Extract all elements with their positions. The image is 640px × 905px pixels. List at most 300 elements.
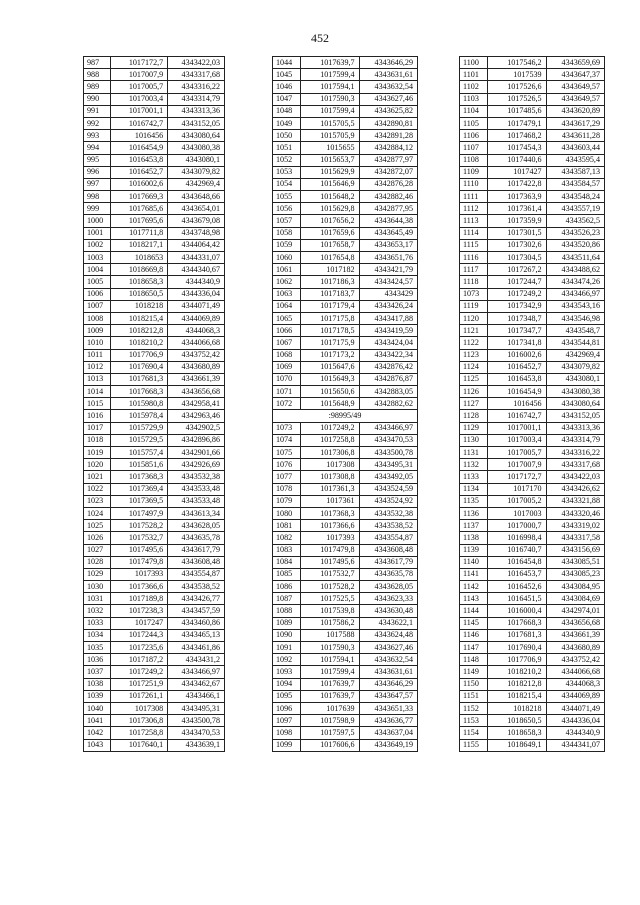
point-number-cell: 1017 — [84, 422, 111, 434]
point-number-cell: 1043 — [84, 739, 111, 751]
x-coordinate-cell: 1017306,8 — [301, 447, 359, 459]
x-coordinate-cell: 1017366,6 — [111, 581, 168, 593]
y-coordinate-cell: 4344341,07 — [546, 739, 604, 751]
x-coordinate-cell: 1018658,3 — [111, 276, 168, 288]
x-coordinate-cell: 1017251,9 — [111, 678, 168, 690]
table-row — [460, 386, 605, 398]
table-row — [273, 629, 418, 641]
x-coordinate-cell: 1017690,4 — [111, 361, 168, 373]
point-number-cell: 1103 — [460, 93, 488, 105]
point-number-cell: 1114 — [460, 227, 488, 239]
x-coordinate-cell: 1017238,3 — [111, 605, 168, 617]
y-coordinate-cell: 4344340,9 — [546, 727, 604, 739]
point-number-cell: 1008 — [84, 312, 111, 324]
y-coordinate-cell: 4343466,97 — [168, 666, 225, 678]
point-number-cell: 1091 — [273, 642, 301, 654]
table-row — [84, 422, 225, 434]
y-coordinate-cell: 4343080,38 — [546, 386, 604, 398]
point-number-cell: 1001 — [84, 227, 111, 239]
point-number-cell: 1152 — [460, 702, 488, 714]
table-row — [273, 471, 418, 483]
y-coordinate-cell: 4343511,64 — [546, 252, 604, 264]
y-coordinate-cell: 4343562,5 — [546, 215, 604, 227]
x-coordinate-cell: 1017422,8 — [488, 178, 546, 190]
table-row — [273, 702, 418, 714]
y-coordinate-cell: 4343647,37 — [546, 69, 604, 81]
y-coordinate-cell: 4343422,03 — [546, 471, 604, 483]
point-number-cell: 1133 — [460, 471, 488, 483]
x-coordinate-cell: 1017539,8 — [301, 605, 359, 617]
table-row — [460, 203, 605, 215]
table-row — [84, 312, 225, 324]
point-number-cell: 1020 — [84, 459, 111, 471]
table-row — [84, 227, 225, 239]
x-coordinate-cell: 1017304,5 — [488, 252, 546, 264]
table-row — [460, 495, 605, 507]
x-coordinate-cell: 1017267,2 — [488, 264, 546, 276]
x-coordinate-cell: 1017586,2 — [301, 617, 359, 629]
table-row — [84, 642, 225, 654]
x-coordinate-cell: 1016453,8 — [488, 373, 546, 385]
table-row — [273, 678, 418, 690]
table-row — [273, 215, 418, 227]
point-number-cell: 1150 — [460, 678, 488, 690]
y-coordinate-cell: 4343080,64 — [546, 398, 604, 410]
table-row — [273, 227, 418, 239]
x-coordinate-cell: 1017007,9 — [488, 459, 546, 471]
table-row — [273, 654, 418, 666]
x-coordinate-cell: 1015705,9 — [301, 130, 359, 142]
table-row — [84, 239, 225, 251]
x-coordinate-cell: 1017599,4 — [301, 666, 359, 678]
coordinate-table-column-2 — [272, 56, 418, 872]
y-coordinate-cell: 4343495,31 — [168, 702, 225, 714]
y-coordinate-cell: 4343466,1 — [168, 690, 225, 702]
y-coordinate-cell: 4343546,98 — [546, 312, 604, 324]
point-number-cell: 1125 — [460, 373, 488, 385]
point-number-cell: 1149 — [460, 666, 488, 678]
x-coordinate-cell: 1017599,4 — [301, 105, 359, 117]
table-row — [460, 642, 605, 654]
table-row — [460, 520, 605, 532]
x-coordinate-cell: 1017170 — [488, 483, 546, 495]
x-coordinate-cell: 1017341,8 — [488, 337, 546, 349]
table-row — [460, 410, 605, 422]
table-row — [84, 629, 225, 641]
point-number-cell: 1146 — [460, 629, 488, 641]
y-coordinate-cell: 4343084,95 — [546, 581, 604, 593]
y-coordinate-cell: 4343426,77 — [168, 593, 225, 605]
y-coordinate-cell: 4343488,62 — [546, 264, 604, 276]
point-number-cell: 1072 — [273, 398, 301, 410]
x-coordinate-cell: 1017668,3 — [111, 386, 168, 398]
table-row — [273, 93, 418, 105]
table-row — [273, 300, 418, 312]
y-coordinate-cell: 4343492,05 — [359, 471, 417, 483]
table-row — [84, 288, 225, 300]
y-coordinate-cell: 4343316,22 — [546, 447, 604, 459]
table-row — [460, 300, 605, 312]
coordinate-table — [83, 56, 225, 752]
y-coordinate-cell: 4343656,68 — [168, 386, 225, 398]
y-coordinate-cell: 4343422,03 — [168, 57, 225, 69]
y-coordinate-cell: 4344066,68 — [168, 337, 225, 349]
point-number-cell: 1108 — [460, 154, 488, 166]
x-coordinate-cell: 1017368,3 — [301, 507, 359, 519]
x-coordinate-cell: 1017368,3 — [111, 471, 168, 483]
table-row — [273, 203, 418, 215]
x-coordinate-cell: 1017369,5 — [111, 495, 168, 507]
table-row — [273, 349, 418, 361]
y-coordinate-cell: 4343628,05 — [359, 581, 417, 593]
y-coordinate-cell: 4343608,48 — [168, 556, 225, 568]
y-coordinate-cell: 4343417,88 — [359, 312, 417, 324]
y-coordinate-cell: 4342969,4 — [546, 349, 604, 361]
table-row — [273, 593, 418, 605]
table-row — [273, 715, 418, 727]
point-number-cell: 1096 — [273, 702, 301, 714]
point-number-cell: 1034 — [84, 629, 111, 641]
point-number-cell: 1039 — [84, 690, 111, 702]
x-coordinate-cell: 1017669,3 — [111, 191, 168, 203]
y-coordinate-cell: 4343680,89 — [168, 361, 225, 373]
point-number-cell: 1037 — [84, 666, 111, 678]
point-number-cell: 1141 — [460, 568, 488, 580]
y-coordinate-cell: 4343654,01 — [168, 203, 225, 215]
table-row — [84, 105, 225, 117]
table-row — [84, 739, 225, 751]
x-coordinate-cell: 1017348,7 — [488, 312, 546, 324]
x-coordinate-cell: 1015851,6 — [111, 459, 168, 471]
x-coordinate-cell: 1016000,4 — [488, 605, 546, 617]
point-number-cell: 1117 — [460, 264, 488, 276]
x-coordinate-cell: 1017369,4 — [111, 483, 168, 495]
y-coordinate-cell: 4343470,53 — [359, 434, 417, 446]
y-coordinate-cell: 4343422,34 — [359, 349, 417, 361]
y-coordinate-cell: 4344068,3 — [168, 325, 225, 337]
x-coordinate-cell: 1017003,4 — [488, 434, 546, 446]
x-coordinate-cell: 1016454,9 — [111, 142, 168, 154]
point-number-cell: 1087 — [273, 593, 301, 605]
point-number-cell: 1110 — [460, 178, 488, 190]
table-row — [84, 495, 225, 507]
y-coordinate-cell: 4343624,48 — [359, 629, 417, 641]
point-number-cell: 1051 — [273, 142, 301, 154]
x-coordinate-cell: 1017183,7 — [301, 288, 359, 300]
x-coordinate-cell: 1016451,5 — [488, 593, 546, 605]
x-coordinate-cell: 1016453,7 — [488, 568, 546, 580]
table-row — [273, 544, 418, 556]
point-number-cell: 1019 — [84, 447, 111, 459]
point-number-cell: 1086 — [273, 581, 301, 593]
x-coordinate-cell: 1017685,6 — [111, 203, 168, 215]
table-row — [273, 727, 418, 739]
y-coordinate-cell: 4343461,86 — [168, 642, 225, 654]
y-coordinate-cell: 4343627,46 — [359, 93, 417, 105]
y-coordinate-cell: 4343661,39 — [168, 373, 225, 385]
point-number-cell: 1075 — [273, 447, 301, 459]
x-coordinate-cell: 1017302,6 — [488, 239, 546, 251]
y-coordinate-cell: 4344340,9 — [168, 276, 225, 288]
y-coordinate-cell: 4343520,86 — [546, 239, 604, 251]
point-number-cell: 1148 — [460, 654, 488, 666]
y-coordinate-cell: 4343752,42 — [546, 654, 604, 666]
x-coordinate-cell: 1017175,9 — [301, 337, 359, 349]
y-coordinate-cell: 4343152,05 — [168, 117, 225, 129]
x-coordinate-cell: 1017308,8 — [301, 471, 359, 483]
x-coordinate-cell: 1017532,7 — [111, 532, 168, 544]
x-coordinate-cell: 1017258,8 — [301, 434, 359, 446]
point-number-cell: 1066 — [273, 325, 301, 337]
table-row — [273, 739, 418, 751]
point-number-cell: 1010 — [84, 337, 111, 349]
point-number-cell: 1084 — [273, 556, 301, 568]
y-coordinate-cell: 4343321,88 — [546, 495, 604, 507]
x-coordinate-cell: 1017249,2 — [488, 288, 546, 300]
point-number-cell: 1137 — [460, 520, 488, 532]
y-coordinate-cell: 4342882,46 — [359, 191, 417, 203]
table-row — [460, 349, 605, 361]
x-coordinate-cell: 1016452,7 — [488, 361, 546, 373]
table-row — [460, 227, 605, 239]
x-coordinate-cell: 1016453,8 — [111, 154, 168, 166]
point-number-cell: 1076 — [273, 459, 301, 471]
y-coordinate-cell: 4343457,59 — [168, 605, 225, 617]
y-coordinate-cell: 4342958,41 — [168, 398, 225, 410]
y-coordinate-cell: 4343426,62 — [546, 483, 604, 495]
x-coordinate-cell: 1017244,7 — [488, 276, 546, 288]
y-coordinate-cell: 4343659,69 — [546, 57, 604, 69]
x-coordinate-cell: 1017172,7 — [488, 471, 546, 483]
point-number-cell: 1005 — [84, 276, 111, 288]
point-number-cell: 991 — [84, 105, 111, 117]
table-row — [273, 105, 418, 117]
y-coordinate-cell: 4343748,98 — [168, 227, 225, 239]
table-row — [273, 422, 418, 434]
point-number-cell: 1131 — [460, 447, 488, 459]
x-coordinate-cell: 1015653,7 — [301, 154, 359, 166]
x-coordinate-cell: 1017479,8 — [301, 544, 359, 556]
y-coordinate-cell: 4343431,2 — [168, 654, 225, 666]
y-coordinate-cell: 4343317,68 — [546, 459, 604, 471]
y-coordinate-cell: 4343635,78 — [359, 568, 417, 580]
table-row — [84, 191, 225, 203]
table-row — [273, 69, 418, 81]
x-coordinate-cell: 1015650,6 — [301, 386, 359, 398]
table-row — [84, 373, 225, 385]
table-row — [273, 386, 418, 398]
x-coordinate-cell: 1017525,5 — [301, 593, 359, 605]
y-coordinate-cell: 4343466,97 — [359, 422, 417, 434]
point-number-cell: 1124 — [460, 361, 488, 373]
point-number-cell: 1006 — [84, 288, 111, 300]
point-number-cell: 1064 — [273, 300, 301, 312]
table-row — [460, 654, 605, 666]
x-coordinate-cell: 1017659,6 — [301, 227, 359, 239]
y-coordinate-cell: 4343620,89 — [546, 105, 604, 117]
x-coordinate-cell: 1017639 — [301, 702, 359, 714]
point-number-cell: 998 — [84, 191, 111, 203]
table-row — [84, 593, 225, 605]
point-number-cell: 1035 — [84, 642, 111, 654]
table-row — [460, 605, 605, 617]
table-row — [84, 361, 225, 373]
point-number-cell: 1011 — [84, 349, 111, 361]
y-coordinate-cell: 4343611,28 — [546, 130, 604, 142]
y-coordinate-cell: 4343426,24 — [359, 300, 417, 312]
x-coordinate-cell: 1017526,5 — [488, 93, 546, 105]
x-coordinate-cell: 1017495,6 — [111, 544, 168, 556]
y-coordinate-cell: 4343317,58 — [546, 532, 604, 544]
x-coordinate-cell: 1017594,1 — [301, 654, 359, 666]
x-coordinate-cell: 1016452,7 — [111, 166, 168, 178]
point-number-cell: 1059 — [273, 239, 301, 251]
point-number-cell: 1074 — [273, 434, 301, 446]
point-number-cell: 1135 — [460, 495, 488, 507]
y-coordinate-cell: 4342891,28 — [359, 130, 417, 142]
y-coordinate-cell: 4342974,01 — [546, 605, 604, 617]
x-coordinate-cell: 1017173,2 — [301, 349, 359, 361]
point-number-cell: 1009 — [84, 325, 111, 337]
y-coordinate-cell: 4343156,69 — [546, 544, 604, 556]
table-row — [273, 81, 418, 93]
table-row — [273, 337, 418, 349]
point-number-cell: 1142 — [460, 581, 488, 593]
y-coordinate-cell: 4342969,4 — [168, 178, 225, 190]
table-row — [460, 239, 605, 251]
table-row — [460, 154, 605, 166]
table-row — [460, 288, 605, 300]
table-row — [273, 532, 418, 544]
x-coordinate-cell: 1018653 — [111, 252, 168, 264]
point-number-cell: 1018 — [84, 434, 111, 446]
y-coordinate-cell: 4343628,05 — [168, 520, 225, 532]
x-coordinate-cell: 1016454,8 — [488, 556, 546, 568]
table-row — [84, 702, 225, 714]
point-number-cell: 1118 — [460, 276, 488, 288]
x-coordinate-cell: 1017599,4 — [301, 69, 359, 81]
table-row — [460, 373, 605, 385]
y-coordinate-cell: 4343617,29 — [546, 117, 604, 129]
x-coordinate-cell: 1018212,8 — [488, 678, 546, 690]
coordinate-table-column-3 — [459, 56, 605, 872]
table-row — [84, 93, 225, 105]
table-row — [460, 325, 605, 337]
x-coordinate-cell: 1017479,1 — [488, 117, 546, 129]
x-coordinate-cell: 1017361 — [301, 495, 359, 507]
point-number-cell: 1115 — [460, 239, 488, 251]
y-coordinate-cell: 4343608,48 — [359, 544, 417, 556]
point-number-cell: 1022 — [84, 483, 111, 495]
table-row — [460, 191, 605, 203]
y-coordinate-cell: 4343424,04 — [359, 337, 417, 349]
y-coordinate-cell: 4343316,22 — [168, 81, 225, 93]
point-number-cell: 989 — [84, 81, 111, 93]
y-coordinate-cell: 4343630,48 — [359, 605, 417, 617]
point-number-cell: 1024 — [84, 507, 111, 519]
y-coordinate-cell: 4344071,49 — [546, 702, 604, 714]
y-coordinate-cell: 4343080,64 — [168, 130, 225, 142]
point-number-cell: 1102 — [460, 81, 488, 93]
point-number-cell: 1044 — [273, 57, 301, 69]
point-number-cell: 1069 — [273, 361, 301, 373]
y-coordinate-cell: 4343644,38 — [359, 215, 417, 227]
table-row — [460, 105, 605, 117]
x-coordinate-cell: 1017182 — [301, 264, 359, 276]
table-row — [84, 178, 225, 190]
y-coordinate-cell: 4343557,19 — [546, 203, 604, 215]
x-coordinate-cell: 1018649,1 — [488, 739, 546, 751]
point-number-cell: 1154 — [460, 727, 488, 739]
table-row — [84, 203, 225, 215]
x-coordinate-cell: 1017454,3 — [488, 142, 546, 154]
x-coordinate-cell: 1016454,9 — [488, 386, 546, 398]
x-coordinate-cell: 1017546,2 — [488, 57, 546, 69]
point-number-cell: 1031 — [84, 593, 111, 605]
point-number-cell: 1112 — [460, 203, 488, 215]
x-coordinate-cell: 1017654,8 — [301, 252, 359, 264]
point-number-cell: 1095 — [273, 690, 301, 702]
x-coordinate-cell: 1015646,9 — [301, 178, 359, 190]
point-number-cell: 1119 — [460, 300, 488, 312]
x-coordinate-cell: 1017594,1 — [301, 81, 359, 93]
x-coordinate-cell: 1017539 — [488, 69, 546, 81]
x-coordinate-cell: 1017005,7 — [111, 81, 168, 93]
table-row — [460, 666, 605, 678]
point-number-cell: 1081 — [273, 520, 301, 532]
point-number-cell: 1107 — [460, 142, 488, 154]
x-coordinate-cell: 1017342,9 — [488, 300, 546, 312]
x-coordinate-cell: 1018210,2 — [488, 666, 546, 678]
x-coordinate-cell: 1017001,1 — [488, 422, 546, 434]
y-coordinate-cell: 4343533,48 — [168, 495, 225, 507]
table-row — [273, 130, 418, 142]
x-coordinate-cell: 1017440,6 — [488, 154, 546, 166]
y-coordinate-cell: 4343595,4 — [546, 154, 604, 166]
y-coordinate-cell: 4343085,51 — [546, 556, 604, 568]
x-coordinate-cell: 1016002,6 — [488, 349, 546, 361]
y-coordinate-cell: 4343653,17 — [359, 239, 417, 251]
table-row — [84, 434, 225, 446]
x-coordinate-cell: 1016456 — [111, 130, 168, 142]
y-coordinate-cell: 4343079,82 — [546, 361, 604, 373]
point-number-cell: 1013 — [84, 373, 111, 385]
page-number: 452 — [311, 31, 329, 45]
point-number-cell: 1062 — [273, 276, 301, 288]
table-row — [273, 556, 418, 568]
table-row — [84, 727, 225, 739]
table-row — [84, 654, 225, 666]
x-coordinate-cell: 1016740,7 — [488, 544, 546, 556]
point-number-cell: 1155 — [460, 739, 488, 751]
table-row — [84, 581, 225, 593]
y-coordinate-cell: 4343639,1 — [168, 739, 225, 751]
x-coordinate-cell: 1017706,9 — [111, 349, 168, 361]
x-coordinate-cell: 1017668,3 — [488, 617, 546, 629]
point-number-cell: 1116 — [460, 252, 488, 264]
y-coordinate-cell: 4343646,29 — [359, 678, 417, 690]
y-coordinate-cell: 4344340,67 — [168, 264, 225, 276]
table-row — [460, 715, 605, 727]
point-number-cell: 1083 — [273, 544, 301, 556]
x-coordinate-cell: 1017639,7 — [301, 690, 359, 702]
point-number-cell: 1153 — [460, 715, 488, 727]
table-row — [460, 93, 605, 105]
point-number-cell: 1030 — [84, 581, 111, 593]
point-number-cell: 1078 — [273, 483, 301, 495]
table-row — [84, 69, 225, 81]
point-number-cell: 1138 — [460, 532, 488, 544]
